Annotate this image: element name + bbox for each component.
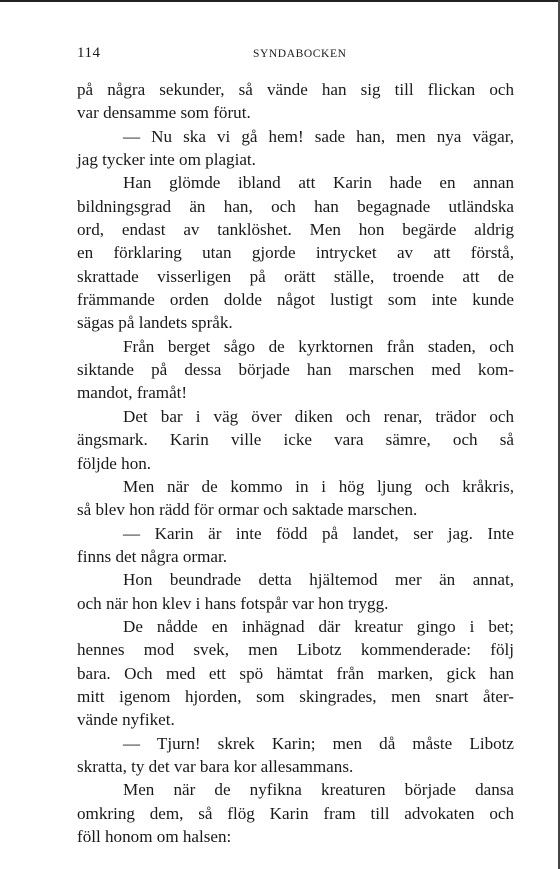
text-line: Men när de kommo in i hög ljung och kråkris, [123,476,514,496]
text-line: Från berget sågo de kyrktornen från staden, och [123,336,514,356]
paragraph [77,125,514,172]
text-line: Hon beundrade detta hjältemod mer än annat, [123,570,514,590]
paragraph [77,78,514,125]
text-line: så blev hon rädd för ormar och saktade marschen. [77,500,418,520]
paragraph [77,522,514,569]
text-line: vände nyfiket. [77,710,175,730]
text-line: siktande på dessa började han marschen med kom- [77,360,514,380]
text-line: ord, endast av tanklöshet. Men hon begärde aldrig [77,220,514,240]
text-line: ängsmark. Karin ville icke vara sämre, och så [77,430,514,450]
text-line: — Tjurn! skrek Karin; men då måste Libotz [123,733,514,753]
paragraph [77,615,514,732]
paragraph [77,732,514,779]
paragraph [77,405,514,475]
page-top-edge [0,0,560,2]
text-line: finns det några ormar. [77,546,227,566]
text-line: var densamme som förut. [77,103,251,123]
page-header [77,45,515,65]
paragraph [77,171,514,334]
text-line: Det bar i väg över diken och renar, trädor och [123,406,514,426]
paragraph [77,568,514,615]
text-line: bildningsgrad än han, och han begagnade utländska [77,196,514,216]
text-line: omkring dem, så flög Karin fram till advokaten och [77,803,514,823]
text-line: främmande orden dolde något lustigt som inte kunde [77,290,514,310]
paragraph [77,475,514,522]
text-line: De nådde en inhägnad där kreatur gingo i bet; [123,616,514,636]
text-line: en förklaring utan gjorde intrycket av att förstå, [77,243,514,263]
text-line: mitt igenom hjorden, som skingrades, men snart åter- [77,686,514,706]
text-line: — Nu ska vi gå hem! sade han, men nya vägar, [123,126,514,146]
text-line: sägas på landets språk. [77,313,233,333]
text-line: skratta, ty det var bara kor allesammans. [77,756,354,776]
text-line: på några sekunder, så vände han sig till flickan och [77,80,514,99]
text-line: mandot, framåt! [77,383,188,403]
text-line: Han glömde ibland att Karin hade en annan [123,173,514,193]
paragraph [77,778,514,848]
text-line: bara. Och med ett spö hämtat från marken, gick han [77,663,514,683]
text-line: — Karin är inte född på landet, ser jag. Inte [123,523,514,543]
page-number: 114 [77,45,101,61]
body-text [77,78,514,848]
text-line: följde hon. [77,453,152,473]
text-line: föll honom om halsen: [77,827,232,846]
running-head: SYNDABOCKEN [253,48,347,60]
paragraph [77,335,514,405]
text-line: och när hon klev i hans fotspår var hon trygg. [77,593,389,613]
text-line: skrattade visserligen på orätt ställe, troende att de [77,266,514,286]
text-line: Men när de nyfikna kreaturen började dansa [123,780,514,800]
text-line: jag tycker inte om plagiat. [77,150,256,170]
text-line: hennes mod svek, men Libotz kommenderade: följ [77,640,514,660]
